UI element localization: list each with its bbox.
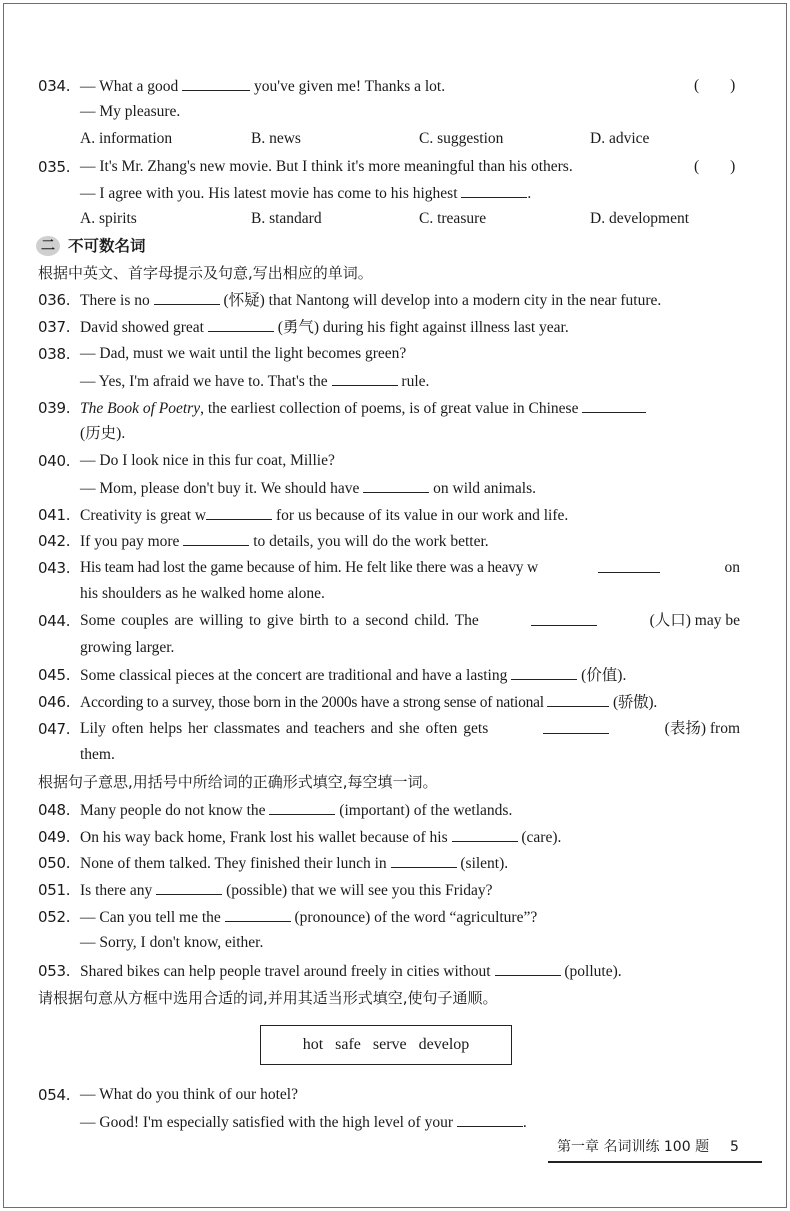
question-text: On his way back home, Frank lost his wallet because of his (care). <box>80 829 562 846</box>
question-text: — Yes, I'm afraid we have to. That's the rule. <box>80 373 430 390</box>
question-text: His team had lost the game because of him. He felt like there was a heavy w on <box>80 559 740 576</box>
question-text: (历史). <box>80 425 126 442</box>
answer-blank[interactable] <box>461 183 527 198</box>
instruction: 请根据句意从方框中选用合适的词,并用其适当形式填空,使句子通顺。 <box>38 989 498 1007</box>
question-text: Some classical pieces at the concert are traditional and have a lasting (价值). <box>80 667 627 684</box>
question-number: 035. <box>38 158 71 176</box>
answer-blank[interactable] <box>206 505 272 520</box>
section-number-badge: 二 <box>36 236 60 256</box>
answer-blank[interactable] <box>547 692 609 707</box>
answer-blank[interactable] <box>154 290 220 305</box>
question-text: — Mom, please don't buy it. We should have on wild animals. <box>80 480 537 497</box>
option-c[interactable]: C. suggestion <box>419 130 504 147</box>
question-text: — Good! I'm especially satisfied with the high level of your . <box>80 1114 527 1131</box>
answer-parentheses[interactable]: ( ) <box>694 158 736 175</box>
question-text: According to a survey, those born in the 2000s have a strong sense of national (骄傲). <box>80 694 657 711</box>
question-number: 034. <box>38 77 71 95</box>
answer-blank[interactable] <box>531 611 597 626</box>
question-number: 052. <box>38 908 71 926</box>
question-text: — What a good you've given me! Thanks a lot. <box>80 78 446 95</box>
question-text: — Sorry, I don't know, either. <box>80 934 264 951</box>
question-text: — Can you tell me the (pronounce) of the word “agriculture”? <box>80 909 538 926</box>
instruction: 根据句子意思,用括号中所给词的正确形式填空,每空填一词。 <box>38 773 438 791</box>
answer-blank[interactable] <box>363 478 429 493</box>
answer-blank[interactable] <box>391 853 457 868</box>
question-number: 037. <box>38 318 71 336</box>
question-number: 042. <box>38 532 71 550</box>
question-number: 044. <box>38 612 71 630</box>
answer-blank[interactable] <box>582 398 646 413</box>
option-d[interactable]: D. advice <box>590 130 650 147</box>
question-number: 051. <box>38 881 71 899</box>
question-number: 043. <box>38 559 71 577</box>
answer-blank[interactable] <box>183 531 249 546</box>
chapter-title: 第一章 名词训练 100 题 <box>557 1139 710 1155</box>
answer-blank[interactable] <box>225 907 291 922</box>
question-number: 046. <box>38 693 71 711</box>
option-b[interactable]: B. standard <box>251 210 322 227</box>
answer-blank[interactable] <box>495 961 561 976</box>
question-text: them. <box>80 746 115 763</box>
question-number: 050. <box>38 854 71 872</box>
option-b[interactable]: B. news <box>251 130 301 147</box>
answer-parentheses[interactable]: ( ) <box>694 77 736 94</box>
footer-rule <box>548 1161 762 1163</box>
question-text: his shoulders as he walked home alone. <box>80 585 325 602</box>
question-text: — Do I look nice in this fur coat, Millie? <box>80 452 335 469</box>
word-bank-box: hot safe serve develop <box>260 1025 512 1065</box>
question-text: None of them talked. They finished their lunch in (silent). <box>80 855 509 872</box>
question-text: Some couples are willing to give birth to a second child. The (人口) may be <box>80 612 740 629</box>
option-d[interactable]: D. development <box>590 210 690 227</box>
answer-blank[interactable] <box>598 558 660 573</box>
question-number: 047. <box>38 720 71 738</box>
question-text: — I agree with you. His latest movie has come to his highest . <box>80 185 532 202</box>
question-number: 040. <box>38 452 71 470</box>
option-a[interactable]: A. information <box>80 130 173 147</box>
question-number: 039. <box>38 399 71 417</box>
instruction: 根据中英文、首字母提示及句意,写出相应的单词。 <box>38 264 373 282</box>
page-number: 5 <box>730 1139 739 1155</box>
question-text: Lily often helps her classmates and teachers and she often gets (表扬) from <box>80 720 740 737</box>
answer-blank[interactable] <box>269 800 335 815</box>
answer-blank[interactable] <box>452 827 518 842</box>
answer-blank[interactable] <box>457 1112 523 1127</box>
question-text: The Book of Poetry, the earliest collection of poems, is of great value in Chinese <box>80 398 646 419</box>
answer-blank[interactable] <box>182 76 250 91</box>
question-number: 054. <box>38 1086 71 1104</box>
answer-blank[interactable] <box>156 880 222 895</box>
question-number: 053. <box>38 962 71 980</box>
option-c[interactable]: C. treasure <box>419 210 487 227</box>
question-number: 036. <box>38 291 71 309</box>
book-title: The Book of Poetry <box>80 400 201 417</box>
question-number: 045. <box>38 666 71 684</box>
question-number: 049. <box>38 828 71 846</box>
question-text: Many people do not know the (important) of the wetlands. <box>80 802 513 819</box>
question-text: There is no (怀疑) that Nantong will develop into a modern city in the near future. <box>80 292 662 309</box>
question-text: Is there any (possible) that we will see you this Friday? <box>80 882 493 899</box>
answer-blank[interactable] <box>511 665 577 680</box>
answer-blank[interactable] <box>208 317 274 332</box>
answer-blank[interactable] <box>332 371 398 386</box>
question-text: growing larger. <box>80 639 175 656</box>
question-text: Creativity is great w for us because of its value in our work and life. <box>80 507 569 524</box>
question-text: — My pleasure. <box>80 103 181 120</box>
option-a[interactable]: A. spirits <box>80 210 137 227</box>
question-text: David showed great (勇气) during his fight against illness last year. <box>80 319 569 336</box>
question-text: Shared bikes can help people travel around freely in cities without (pollute). <box>80 963 622 980</box>
question-text: — Dad, must we wait until the light becomes green? <box>80 345 407 362</box>
question-text: If you pay more to details, you will do the work better. <box>80 533 489 550</box>
section-title: 不可数名词 <box>68 237 146 255</box>
question-number: 038. <box>38 345 71 363</box>
answer-blank[interactable] <box>543 719 609 734</box>
question-text: — What do you think of our hotel? <box>80 1086 298 1103</box>
question-text: — It's Mr. Zhang's new movie. But I think it's more meaningful than his others. <box>80 158 573 175</box>
question-number: 048. <box>38 801 71 819</box>
question-number: 041. <box>38 506 71 524</box>
